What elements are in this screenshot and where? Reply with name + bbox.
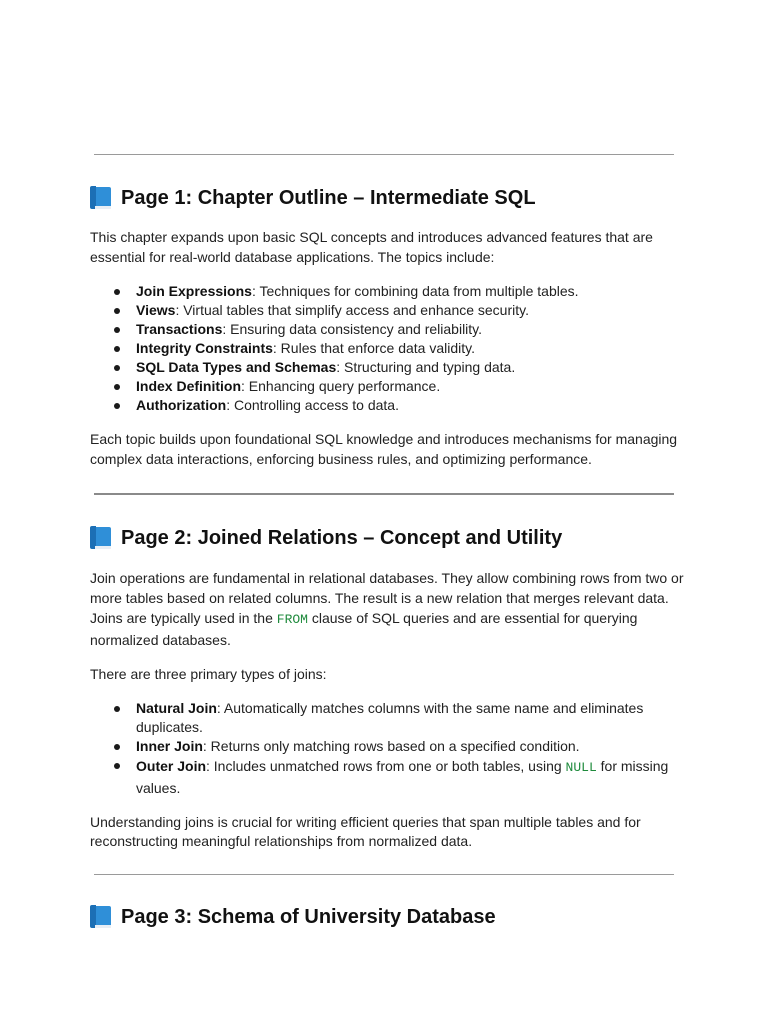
- list-item: [90, 358, 690, 377]
- closing-paragraph: Understanding joins is crucial for writing efficient queries that span multiple tables and for reconstructing meaningful relationships from normalized data.: [90, 813, 641, 849]
- bullet: [114, 384, 120, 390]
- section-page-3: [90, 902, 690, 932]
- list-item-desc: : Includes unmatched rows from one or both tables, using: [206, 757, 566, 774]
- list-item-term: Integrity Constraints: [136, 340, 273, 356]
- types-intro: There are three primary types of joins:: [90, 666, 327, 682]
- list-item-term: Index Definition: [136, 378, 241, 394]
- bullet: [114, 365, 120, 371]
- list-item-term: Outer Join: [136, 757, 207, 774]
- join-type-list: [90, 699, 690, 798]
- list-item: [90, 756, 690, 798]
- list-item-desc: : Techniques for combining data from multiple tables.: [251, 283, 579, 299]
- list-item: [90, 282, 690, 301]
- list-item: [90, 737, 690, 756]
- list-item: [90, 339, 690, 358]
- list-item-desc: : Ensuring data consistency and reliability.: [222, 321, 483, 337]
- section-title: Page 2: Joined Relations – Concept and Utility: [121, 526, 563, 549]
- list-item-desc: for missing values.: [136, 757, 669, 796]
- divider: [94, 154, 674, 155]
- inline-code: FROM: [276, 612, 308, 627]
- list-item-desc: : Rules that enforce data validity.: [272, 340, 475, 356]
- section-page-2: [90, 523, 690, 852]
- bullet: [114, 308, 120, 314]
- bullet: [114, 346, 120, 352]
- divider: [94, 874, 674, 875]
- section-heading: [90, 902, 690, 932]
- intro-text: clause of SQL queries and are essential for querying normalized databases.: [90, 610, 638, 648]
- list-item: [90, 699, 690, 737]
- blue-book-icon: [90, 905, 112, 929]
- list-item-term: Views: [136, 302, 176, 318]
- bullet: [114, 706, 120, 712]
- list-item-desc: : Returns only matching rows based on a specified condition.: [202, 737, 580, 754]
- section-title: Page 3: Schema of University Database: [121, 905, 496, 928]
- list-item: [90, 377, 690, 396]
- section-page-1: [90, 183, 690, 469]
- list-item-term: Authorization: [136, 397, 227, 413]
- list-item: [90, 301, 690, 320]
- inline-code: NULL: [565, 759, 597, 775]
- list-item-desc: : Automatically matches columns with the same name and eliminates duplicates.: [136, 699, 644, 735]
- topic-list: [90, 282, 690, 415]
- list-item-desc: : Structuring and typing data.: [336, 359, 516, 375]
- intro-text: Join operations are fundamental in relational databases. They allow combining rows from two or more tables based on related columns. The result is a new relation that merges relevant data. Joins are typically used in the: [90, 570, 684, 626]
- bullet: [114, 763, 120, 769]
- list-item-term: Join Expressions: [136, 283, 252, 299]
- list-item-term: Inner Join: [136, 737, 203, 754]
- section-title: Page 1: Chapter Outline – Intermediate SQL: [121, 186, 536, 209]
- intro-paragraph: [90, 568, 690, 650]
- blue-book-icon: [90, 186, 112, 210]
- list-item-term: Natural Join: [136, 699, 217, 716]
- bullet: [114, 744, 120, 750]
- blue-book-icon: [90, 526, 112, 550]
- list-item-desc: : Enhancing query performance.: [241, 378, 441, 394]
- section-heading: [90, 183, 690, 213]
- section-heading: [90, 523, 690, 553]
- intro-paragraph: This chapter expands upon basic SQL concepts and introduces advanced features that are essential for real-world database applications. The topics include:: [90, 229, 653, 265]
- bullet: [114, 327, 120, 333]
- list-item-term: Transactions: [136, 321, 223, 337]
- bullet: [114, 403, 120, 409]
- closing-paragraph: Each topic builds upon foundational SQL knowledge and introduces mechanisms for managing complex data interactions, enforcing business rules, and optimizing performance.: [90, 431, 678, 467]
- list-item-desc: : Virtual tables that simplify access and enhance security.: [175, 302, 529, 318]
- list-item: [90, 320, 690, 339]
- list-item-term: SQL Data Types and Schemas: [136, 359, 337, 375]
- list-item: [90, 396, 690, 415]
- list-item-desc: : Controlling access to data.: [226, 397, 399, 413]
- bullet: [114, 289, 120, 295]
- divider: [94, 493, 674, 495]
